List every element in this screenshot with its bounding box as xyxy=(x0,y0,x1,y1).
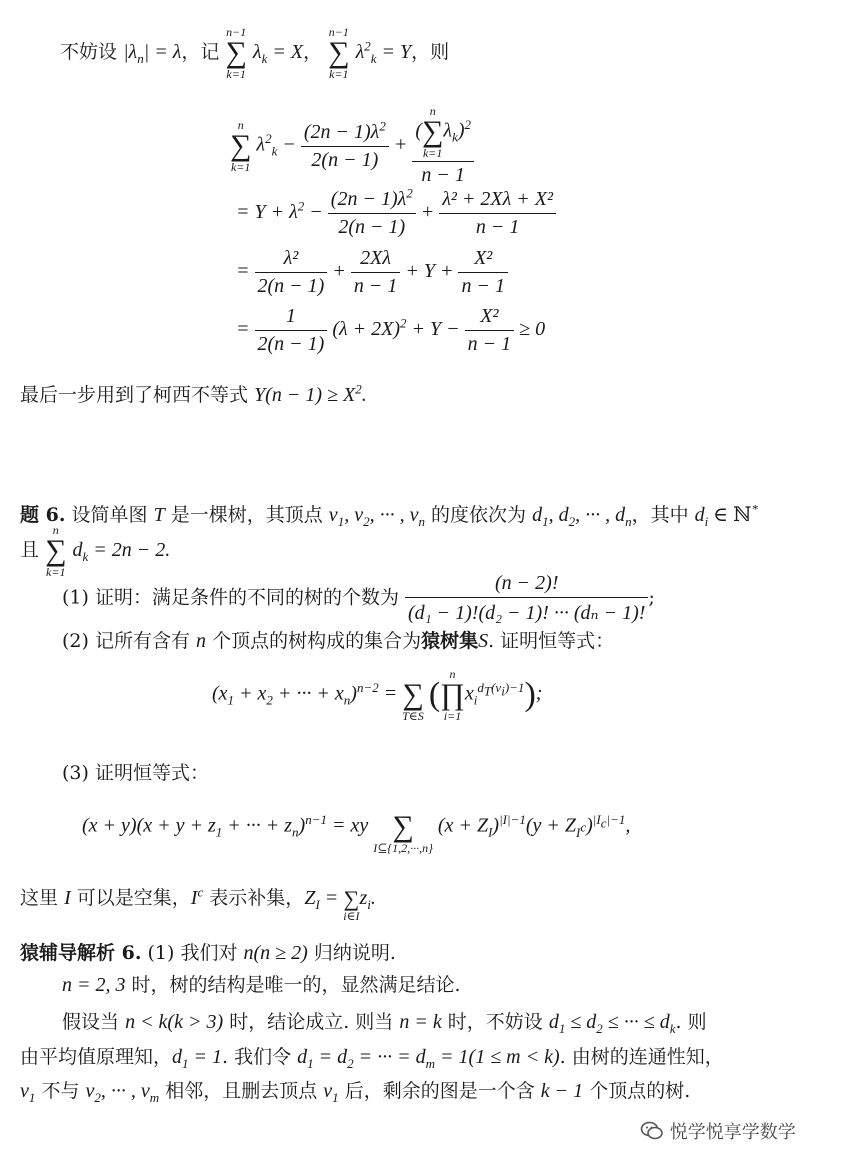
solution-line-5: $v_1$ 不与 $v_2$, ··· , $v_m$ 相邻，且删去顶点 $v_1$ 后，剩余的图是一个含 k − 1 个顶点的树. xyxy=(20,1080,691,1105)
sum-symbol: n−1 ∑ k=1 xyxy=(328,25,350,81)
solution-line-2: n = 2, 3 时，树的结构是唯一的，显然满足结论. xyxy=(62,974,461,996)
intro-comma: ，记 xyxy=(181,41,220,63)
sum-symbol: n ∑ k=1 xyxy=(230,118,252,174)
sum-symbol: n−1 ∑ k=1 xyxy=(225,25,247,81)
solution-line-1: 猿辅导解析 6. (1) 我们对 n(n ≥ 2) 归纳说明. xyxy=(20,942,396,964)
watermark xyxy=(640,1118,796,1147)
solution-line-3: 假设当 n < k(k > 3) 时，结论成立. 则当 n = k 时，不妨设 $d_1 \le d_2$ ≤ ··· ≤ $d_k$. 则 xyxy=(62,1011,707,1036)
watermark-text: 悦学悦享学数学 xyxy=(669,1122,796,1143)
intro-line: 不妨设 $|\lambda_n| = \lambda$，记 n−1 ∑ k=1 $\lambda_k = X$， n−1 ∑ k=1 $\lambda^2_k = Y$，则 xyxy=(60,25,450,81)
wechat-icon xyxy=(640,1120,664,1147)
derivation-line-3: = $\frac{\text{λ²}}{2(n - 1)}$ + $\frac{2X\lambda}{n - 1}$ + Y + $\frac{\text{X²}}{n - 1}$ xyxy=(236,247,508,298)
conclusion-line: 最后一步用到了柯西不等式 $Y(n - 1) \ge X^2$. xyxy=(20,381,367,406)
part-2: (2) 记所有含有 n 个顶点的树构成的集合为猿树集S. 证明恒等式： xyxy=(62,630,615,652)
problem-label: 题 6. xyxy=(20,504,66,526)
part-3: (3) 证明恒等式： xyxy=(62,762,209,784)
solution-line-4: 由平均值原理知，$d_1 = 1$. 我们令 $d_1 = d_2$ = ··· = $d_m = 1(1 \le m < k)$. 由树的连通性知， xyxy=(20,1046,724,1071)
intro-lead: 不妨设 xyxy=(60,41,118,63)
identity-2: ($x_1 + x_2$ + ··· + $x_n)^{n-2}$ = ∑ T∈S ( n ∏ i=1 $x_i^{d_T(v_i)-1}$); xyxy=(212,667,543,723)
derivation-line-1: n ∑ k=1 $\lambda^2_k$ − $\frac{(2n - 1)\lambda^2}{2(n - 1)}$ + ( n ∑ k=1 $\lambda_k)^2$ n − 1 xyxy=(230,105,474,187)
sum-symbol: ∑ i∈I xyxy=(343,886,360,923)
derivation-line-2: = $Y + \lambda^2$ − $\frac{(2n - 1)\lambda^2}{2(n - 1)}$ + $\frac{\text{λ² + 2Xλ + X²}}{n - 1}$ xyxy=(236,188,556,239)
derivation-line-4: = $\frac{1}{2(n - 1)}$ $(\lambda + 2X)^2 + Y$ − $\frac{\text{X²}}{n - 1}$ ≥ 0 xyxy=(236,305,546,355)
part-1: (1) 证明：满足条件的不同的树的个数为 $\frac{(n - 2)!}{\text{(d₁ − 1)!(d₂ − 1)! ··· (dₙ − 1)!}}$ ; xyxy=(62,572,655,624)
identity-3: $(x + y)(x + y + z_1$ + ··· + $z_n)^{n-1}$ = xy ∑ I⊆{1,2,···,n} $(x + Z_I)^{|I|-1}(y + Z_{I^c})^{|I_c|-1}$, xyxy=(82,810,631,855)
problem-condition: 且 n ∑ k=1 $d_k = 2n - 2$. xyxy=(20,523,171,579)
problem-statement: 题 6. 设简单图 T 是一棵树，其顶点 $v_1$, $v_2$, ··· , $v_n$ 的度依次为 $d_1$, $d_2$, ··· , $d_n$，其中 $d_i$ ∈ ℕ* xyxy=(20,501,758,529)
sum-symbol: n ∑ k=1 xyxy=(45,523,67,579)
set-name: 猿树集 xyxy=(421,630,479,652)
note-line: 这里 I 可以是空集，$I^c$ 表示补集，$Z_I$ = ∑ i∈I $z_i$. xyxy=(20,876,376,922)
solution-label: 猿辅导解析 6. xyxy=(20,942,142,964)
